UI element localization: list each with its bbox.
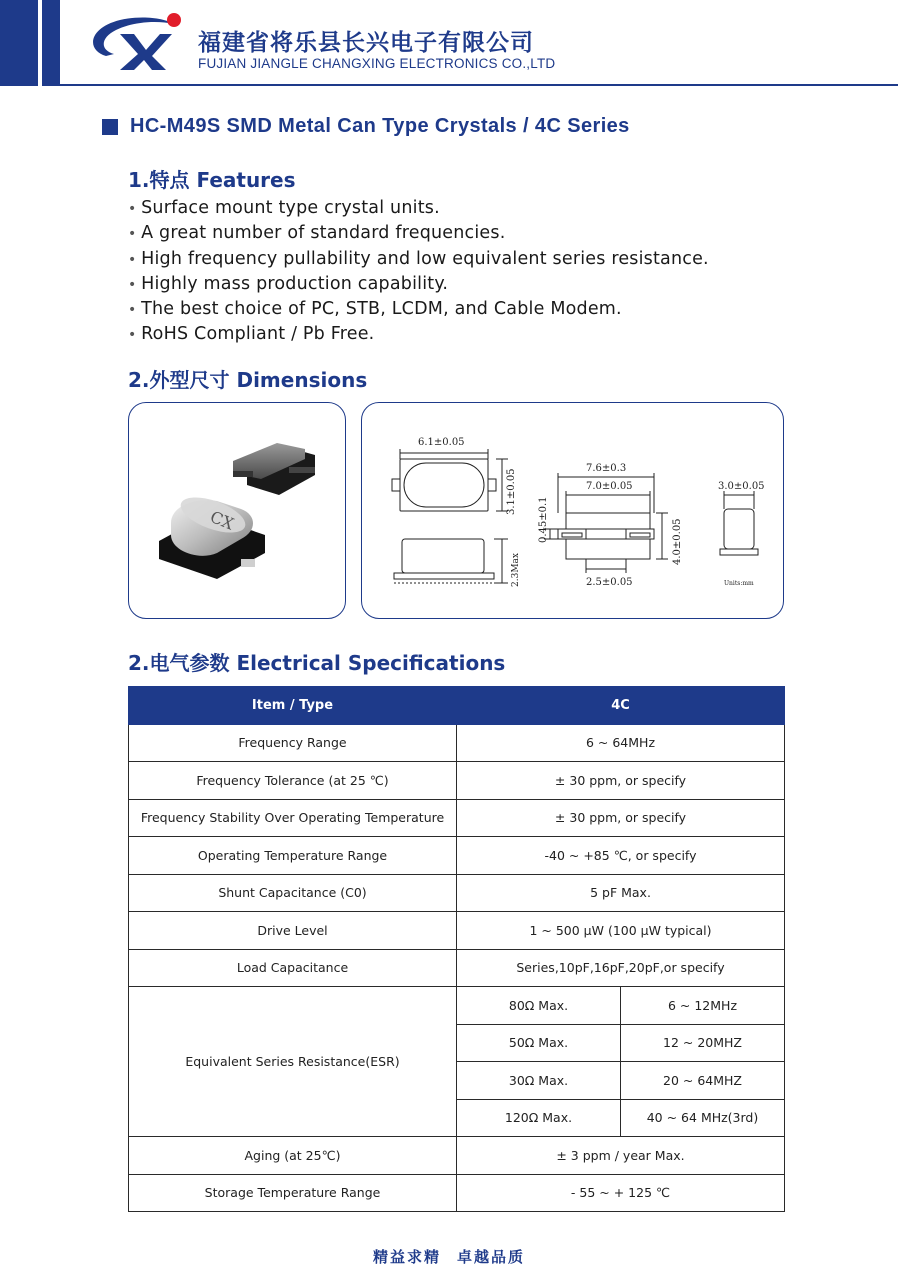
table-row <box>129 987 785 1025</box>
dim-pad-outer: 7.6±0.3 <box>586 463 627 474</box>
dimension-drawing-panel <box>361 402 784 619</box>
dim-end-width: 3.0±0.05 <box>718 481 765 492</box>
spec-item: Frequency Stability Over Operating Temperature <box>129 799 457 837</box>
esr-range: 12 ~ 20MHZ <box>621 1024 785 1062</box>
esr-range: 40 ~ 64 MHz(3rd) <box>621 1099 785 1137</box>
table-row <box>129 949 785 987</box>
spec-item: Load Capacitance <box>129 949 457 987</box>
table-row <box>129 799 785 837</box>
spec-table <box>128 686 785 1212</box>
spec-value: 6 ~ 64MHz <box>457 724 785 762</box>
dim-pad-height: 4.0±0.05 <box>672 518 683 565</box>
feature-item: • High frequency pullability and low equivalent series resistance. <box>128 247 709 272</box>
esr-resistance: 80Ω Max. <box>457 987 621 1025</box>
dim-side-height: 2.3Max <box>511 553 521 587</box>
company-name-cn: 福建省将乐县长兴电子有限公司 <box>198 30 534 56</box>
feature-item: • RoHS Compliant / Pb Free. <box>128 322 709 347</box>
table-header-row <box>129 687 785 725</box>
header-divider <box>60 84 898 86</box>
product-title: HC-M49S SMD Metal Can Type Crystals / 4C Series <box>130 115 630 137</box>
company-name-en: FUJIAN JIANGLE CHANGXING ELECTRONICS CO.,LTD <box>198 56 556 71</box>
spec-value: ± 30 ppm, or specify <box>457 799 785 837</box>
spec-item: Frequency Tolerance (at 25 ℃) <box>129 762 457 800</box>
esr-resistance: 120Ω Max. <box>457 1099 621 1137</box>
table-row <box>129 1174 785 1212</box>
table-row <box>129 724 785 762</box>
crystal-photo-illustration <box>129 403 346 619</box>
electrical-heading: 2.电气参数 Electrical Specifications <box>128 651 506 675</box>
spec-item: Shunt Capacitance (C0) <box>129 874 457 912</box>
spec-item: Frequency Range <box>129 724 457 762</box>
dim-units: Units:mm <box>724 580 754 587</box>
spec-item: Aging (at 25℃) <box>129 1137 457 1175</box>
dim-pad-inner: 7.0±0.05 <box>586 481 633 492</box>
table-row <box>129 762 785 800</box>
header-bar-left <box>0 0 38 86</box>
spec-value: 1 ~ 500 μW (100 μW typical) <box>457 912 785 950</box>
header-bar-right <box>42 0 60 86</box>
spec-value: Series,10pF,16pF,20pF,or specify <box>457 949 785 987</box>
footer-slogan <box>0 1246 898 1267</box>
slogan-part-a: 精益求精 <box>372 1248 441 1266</box>
title-square-icon <box>102 119 118 135</box>
dim-top-height: 3.1±0.05 <box>506 468 517 515</box>
table-row <box>129 1137 785 1175</box>
esr-resistance: 30Ω Max. <box>457 1062 621 1100</box>
feature-item: • Highly mass production capability. <box>128 272 709 297</box>
cx-swoosh-logo-icon <box>86 10 186 72</box>
spec-value: - 55 ~ + 125 ℃ <box>457 1174 785 1212</box>
spec-value: -40 ~ +85 ℃, or specify <box>457 837 785 875</box>
photo-brand-label: CX <box>207 507 237 534</box>
table-row <box>129 837 785 875</box>
features-heading: 1.特点 Features <box>128 168 296 192</box>
page-header <box>0 0 898 86</box>
slogan-part-b: 卓越品质 <box>457 1248 526 1266</box>
spec-value: 5 pF Max. <box>457 874 785 912</box>
dim-top-width: 6.1±0.05 <box>418 437 465 448</box>
spec-item: Operating Temperature Range <box>129 837 457 875</box>
dimensions-heading: 2.外型尺寸 Dimensions <box>128 368 368 392</box>
header-item-type: Item / Type <box>129 687 457 725</box>
feature-item: • A great number of standard frequencies. <box>128 221 709 246</box>
feature-item: • Surface mount type crystal units. <box>128 196 709 221</box>
spec-value: ± 30 ppm, or specify <box>457 762 785 800</box>
spec-item: Storage Temperature Range <box>129 1174 457 1212</box>
features-list <box>128 196 709 348</box>
table-row <box>129 874 785 912</box>
product-photo-panel <box>128 402 346 619</box>
spec-value: ± 3 ppm / year Max. <box>457 1137 785 1175</box>
esr-range: 20 ~ 64MHZ <box>621 1062 785 1100</box>
header-type-4c: 4C <box>457 687 785 725</box>
feature-item: • The best choice of PC, STB, LCDM, and Cable Modem. <box>128 297 709 322</box>
table-row <box>129 912 785 950</box>
esr-range: 6 ~ 12MHz <box>621 987 785 1025</box>
dim-pad-thickness: 0.45±0.1 <box>538 496 549 543</box>
spec-item: Drive Level <box>129 912 457 950</box>
dim-pad-gap: 2.5±0.05 <box>586 577 633 588</box>
esr-resistance: 50Ω Max. <box>457 1024 621 1062</box>
dimension-drawing <box>362 403 784 619</box>
spec-item-esr: Equivalent Series Resistance(ESR) <box>129 987 457 1137</box>
